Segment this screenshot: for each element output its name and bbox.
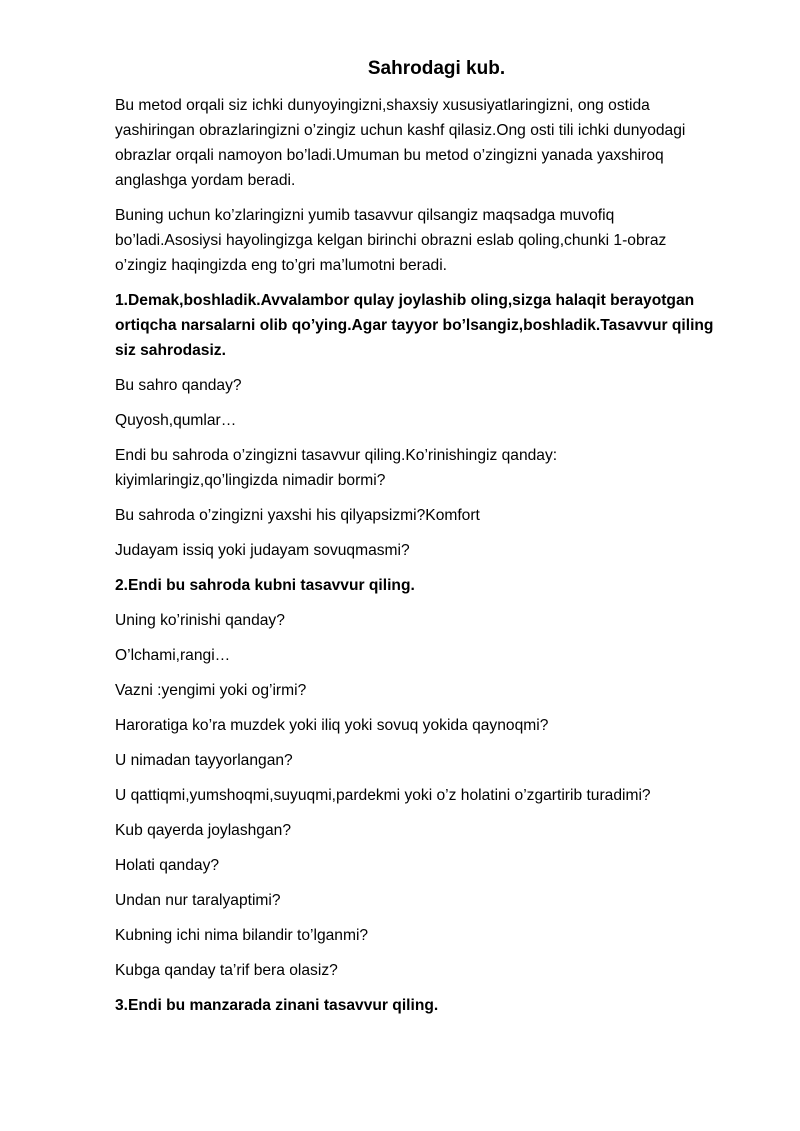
paragraph-step-2-heading: 2.Endi bu sahroda kubni tasavvur qiling. [115, 577, 415, 594]
paragraph-question: Holati qanday? [115, 857, 220, 874]
document-body [115, 93, 750, 1018]
document-title: Sahrodagi kub. [367, 58, 506, 79]
paragraph-step-1-heading: 1.Demak,boshladik.Avvalambor qulay joylashib oling,sizga halaqit berayotgan ortiqcha narsalarni olib qo’ying.Agar tayyor bo’lsangiz,boshladik.Tasavvur qiling siz sahrodasiz. [115, 292, 714, 359]
paragraph-intro-1: Bu metod orqali siz ichki dunyoyingizni,shaxsiy xususiyatlaringizni, ong ostida yashiringan obrazlaringizni o’zingiz uchun kashf qilasiz.Ong osti tili ichki dunyodagi obrazlar orqali namoyon bo’ladi.Umuman bu metod o’zingizni yanada yaxshiroq anglashga yordam beradi. [115, 97, 686, 189]
paragraph-question: Endi bu sahroda o’zingizni tasavvur qiling.Ko’rinishingiz qanday: kiyimlaringiz,qo’lingizda nimadir bormi? [115, 447, 558, 489]
paragraph-question: Vazni :yengimi yoki og’irmi? [115, 682, 307, 699]
paragraph-question: O’lchami,rangi… [115, 647, 231, 664]
paragraph-question: Kub qayerda joylashgan? [115, 822, 291, 839]
paragraph-question: Haroratiga ko’ra muzdek yoki iliq yoki sovuq yokida qaynoqmi? [115, 717, 549, 734]
paragraph-question: Kubga qanday ta’rif bera olasiz? [115, 962, 338, 979]
paragraph-intro-2: Buning uchun ko’zlaringizni yumib tasavvur qilsangiz maqsadga muvofiq bo’ladi.Asosiysi hayolingizga kelgan birinchi obrazni eslab qoling,chunki 1-obraz o’zingiz haqingizda eng to’gri ma’lumotni beradi. [115, 207, 667, 274]
paragraph-question: U nimadan tayyorlangan? [115, 752, 293, 769]
paragraph-question: Uning ko’rinishi qanday? [115, 612, 285, 629]
paragraph-question: Bu sahroda o’zingizni yaxshi his qilyapsizmi?Komfort [115, 507, 480, 524]
paragraph-question: Bu sahro qanday? [115, 377, 242, 394]
paragraph-question: Quyosh,qumlar… [115, 412, 237, 429]
document-page [115, 56, 750, 1028]
paragraph-question: Judayam issiq yoki judayam sovuqmasmi? [115, 542, 410, 559]
paragraph-step-3-heading: 3.Endi bu manzarada zinani tasavvur qiling. [115, 997, 439, 1014]
paragraph-question: U qattiqmi,yumshoqmi,suyuqmi,pardekmi yoki o’z holatini o’zgartirib turadimi? [115, 787, 651, 804]
paragraph-question: Undan nur taralyaptimi? [115, 892, 281, 909]
paragraph-question: Kubning ichi nima bilandir to’lganmi? [115, 927, 369, 944]
